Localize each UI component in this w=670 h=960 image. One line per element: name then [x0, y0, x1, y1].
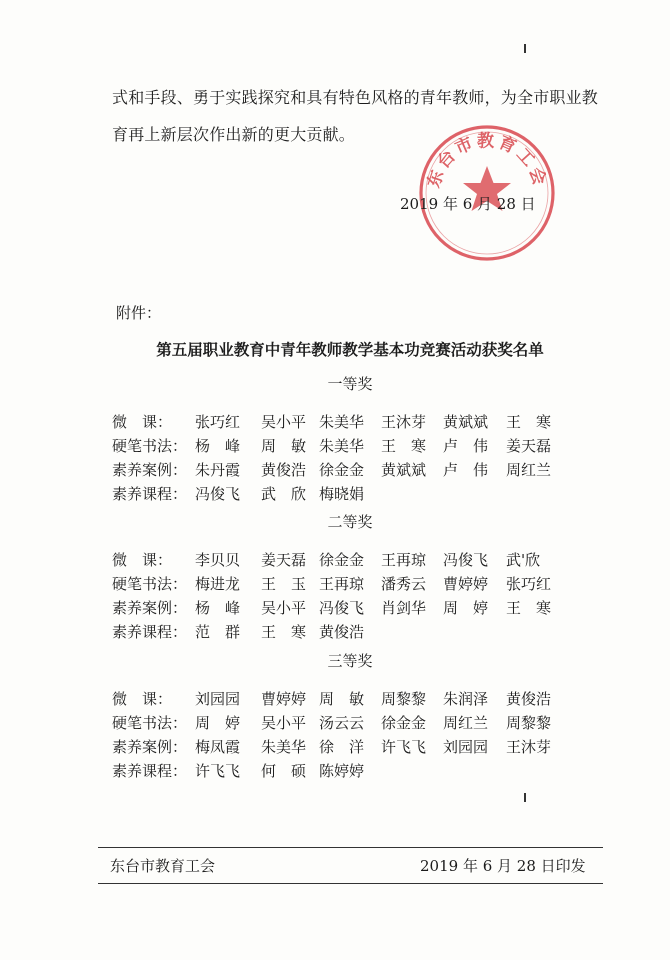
footer-issue-date: 2019 年 6 月 28 日印发: [420, 857, 586, 875]
winner-name: 徐金金: [319, 461, 365, 479]
winner-name: 徐金金: [381, 714, 427, 732]
winner-name: 何 硕: [261, 762, 307, 780]
winner-name: 张巧红: [195, 413, 241, 431]
winner-name: 朱润泽: [443, 690, 489, 708]
winner-name: 吴小平: [261, 714, 307, 732]
winner-name: 姜天磊: [261, 551, 307, 569]
winner-name: 周 婷: [195, 714, 241, 732]
winner-name: 曹婷婷: [261, 690, 307, 708]
award-category: 素养案例：: [112, 461, 188, 479]
winner-name: 张巧红: [506, 575, 552, 593]
tier-heading: 二等奖: [327, 513, 373, 531]
winner-name: 周 敏: [319, 690, 365, 708]
winner-name: 徐 洋: [319, 738, 365, 756]
winner-name: 王沐芽: [381, 413, 427, 431]
winner-name: 冯俊飞: [443, 551, 489, 569]
attachment-label: 附件：: [116, 304, 162, 322]
winner-name: 周红兰: [506, 461, 552, 479]
winner-name: 黄俊浩: [261, 461, 307, 479]
award-category: 微 课：: [112, 413, 173, 431]
winner-name: 梅凤霞: [195, 738, 241, 756]
body-paragraph-line-2: 育再上新层次作出新的更大贡献。: [112, 125, 356, 144]
winner-name: 姜天磊: [506, 437, 552, 455]
winner-name: 刘园园: [443, 738, 489, 756]
winner-name: 周 敏: [261, 437, 307, 455]
winner-name: 黄俊浩: [506, 690, 552, 708]
award-category: 硬笔书法：: [112, 714, 188, 732]
winner-name: 王 寒: [506, 599, 552, 617]
footer-issuer: 东台市教育工会: [110, 857, 216, 875]
award-category: 微 课：: [112, 551, 173, 569]
winner-name: 汤云云: [319, 714, 365, 732]
award-category: 微 课：: [112, 690, 173, 708]
award-category: 硬笔书法：: [112, 575, 188, 593]
winner-name: 王 寒: [261, 623, 307, 641]
winner-name: 范 群: [195, 623, 241, 641]
award-category: 素养课程：: [112, 623, 188, 641]
winner-name: 许飞飞: [195, 762, 241, 780]
winner-name: 吴小平: [261, 599, 307, 617]
winner-name: 黄斌斌: [443, 413, 489, 431]
award-category: 素养课程：: [112, 485, 188, 503]
page-mark: [524, 44, 526, 53]
winner-name: 武 欣: [261, 485, 307, 503]
award-category: 素养课程：: [112, 762, 188, 780]
winner-name: 王再琼: [319, 575, 365, 593]
winner-name: 朱丹霞: [195, 461, 241, 479]
award-category: 素养案例：: [112, 599, 188, 617]
winner-name: 陈婷婷: [319, 762, 365, 780]
winner-name: 卢 伟: [443, 461, 489, 479]
winner-name: 冯俊飞: [195, 485, 241, 503]
winner-name: 徐金金: [319, 551, 365, 569]
winner-name: 刘园园: [195, 690, 241, 708]
winner-name: 卢 伟: [443, 437, 489, 455]
seal-text: 东台市教育工会: [424, 131, 550, 191]
winner-name: 王 玉: [261, 575, 307, 593]
body-paragraph-line-1: 式和手段、勇于实践探究和具有特色风格的青年教师，为全市职业教: [112, 88, 599, 107]
winner-name: 杨 峰: [195, 599, 241, 617]
winner-name: 肖剑华: [381, 599, 427, 617]
winner-name: 许飞飞: [381, 738, 427, 756]
winner-name: 朱美华: [319, 437, 365, 455]
winner-name: 王再琼: [381, 551, 427, 569]
winner-name: 黄斌斌: [381, 461, 427, 479]
winner-name: 王沐芽: [506, 738, 552, 756]
winner-name: 朱美华: [261, 738, 307, 756]
winner-name: 李贝贝: [195, 551, 241, 569]
tier-heading: 三等奖: [327, 652, 373, 670]
footer-rule-bottom: [98, 883, 603, 884]
winner-name: 黄俊浩: [319, 623, 365, 641]
footer-rule-top: [98, 847, 603, 848]
award-category: 硬笔书法：: [112, 437, 188, 455]
winner-name: 梅晓娟: [319, 485, 365, 503]
award-list-title: 第五届职业教育中青年教师教学基本功竞赛活动获奖名单: [156, 340, 544, 359]
winner-name: 朱美华: [319, 413, 365, 431]
winner-name: 冯俊飞: [319, 599, 365, 617]
winner-name: 曹婷婷: [443, 575, 489, 593]
winner-name: 吴小平: [261, 413, 307, 431]
document-date: 2019 年 6 月 28 日: [400, 195, 536, 213]
winner-name: 周黎黎: [506, 714, 552, 732]
winner-name: 王 寒: [506, 413, 552, 431]
winner-name: 周红兰: [443, 714, 489, 732]
award-category: 素养案例：: [112, 738, 188, 756]
winner-name: 杨 峰: [195, 437, 241, 455]
winner-name: 周黎黎: [381, 690, 427, 708]
tier-heading: 一等奖: [327, 375, 373, 393]
page-mark: [524, 793, 526, 802]
winner-name: 王 寒: [381, 437, 427, 455]
winner-name: 梅进龙: [195, 575, 241, 593]
winner-name: 武'欣: [506, 551, 541, 569]
winner-name: 潘秀云: [381, 575, 427, 593]
winner-name: 周 婷: [443, 599, 489, 617]
